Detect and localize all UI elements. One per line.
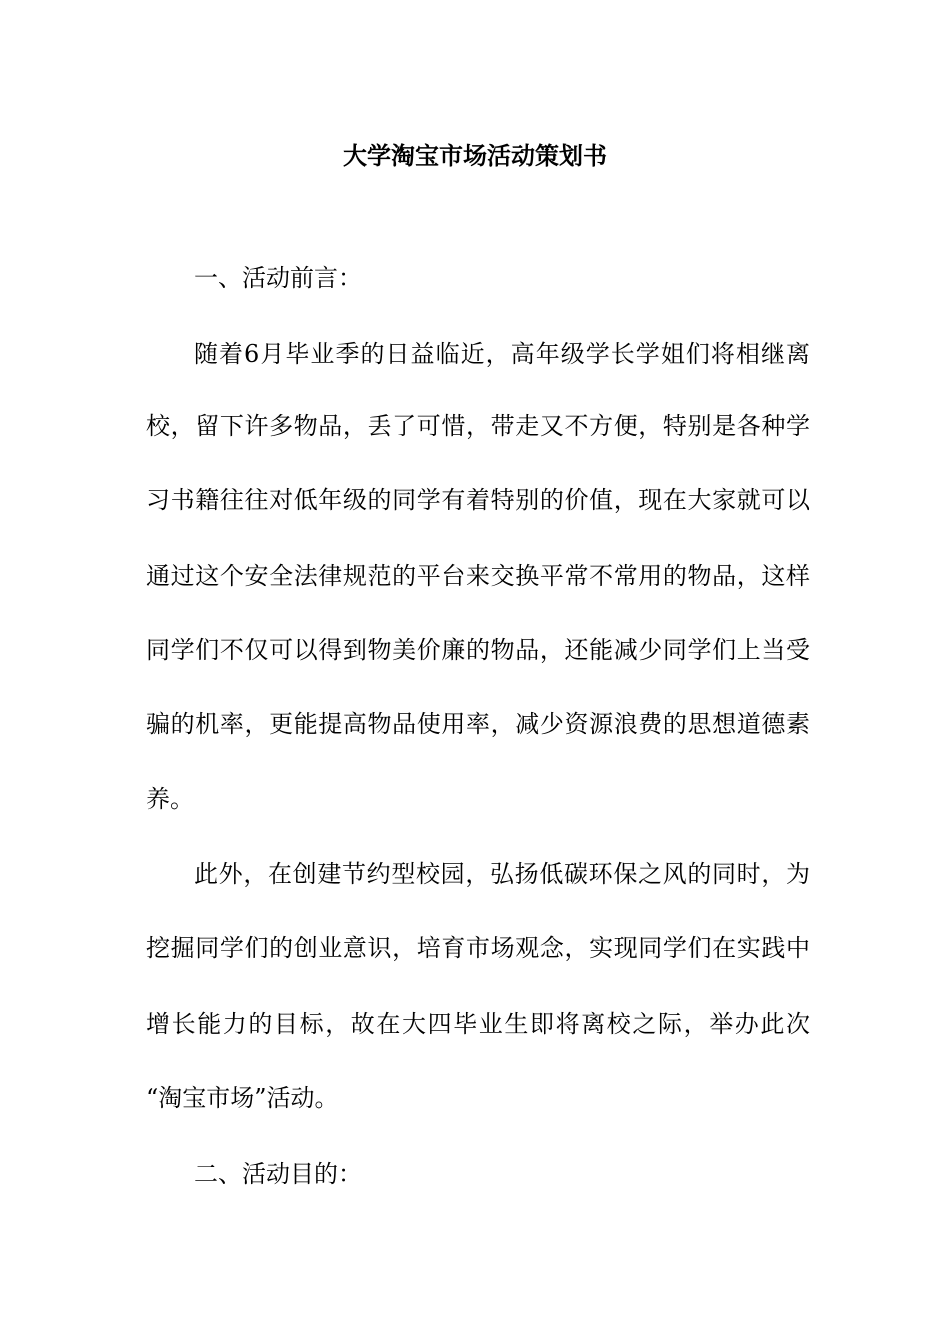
paragraph-line: 同学们不仅可以得到物美价廉的物品，还能减少同学们上当受 xyxy=(146,636,810,664)
paragraph-line: 校，留下许多物品，丢了可惜，带走又不方便，特别是各种学 xyxy=(146,412,810,440)
paragraph-line: 增长能力的目标，故在大四毕业生即将离校之际，举办此次 xyxy=(146,1010,810,1038)
paragraph-line: 随着6月毕业季的日益临近，高年级学长学姐们将相继离 xyxy=(194,340,810,368)
paragraph-line: 挖掘同学们的创业意识，培育市场观念，实现同学们在实践中 xyxy=(146,934,810,962)
paragraph-line: 习书籍往往对低年级的同学有着特别的价值，现在大家就可以 xyxy=(146,486,810,514)
document-title: 大学淘宝市场活动策划书 xyxy=(343,141,607,170)
section-heading-preface: 一、活动前言： xyxy=(194,264,362,292)
paragraph-line: 养。 xyxy=(146,785,194,813)
section-heading-purpose: 二、活动目的： xyxy=(194,1160,362,1188)
paragraph-line: “淘宝市场”活动。 xyxy=(146,1084,339,1112)
paragraph-line: 此外，在创建节约型校园，弘扬低碳环保之风的同时，为 xyxy=(194,860,810,888)
paragraph-line: 通过这个安全法律规范的平台来交换平常不常用的物品，这样 xyxy=(146,562,810,590)
paragraph-line: 骗的机率，更能提高物品使用率，减少资源浪费的思想道德素 xyxy=(146,710,810,738)
